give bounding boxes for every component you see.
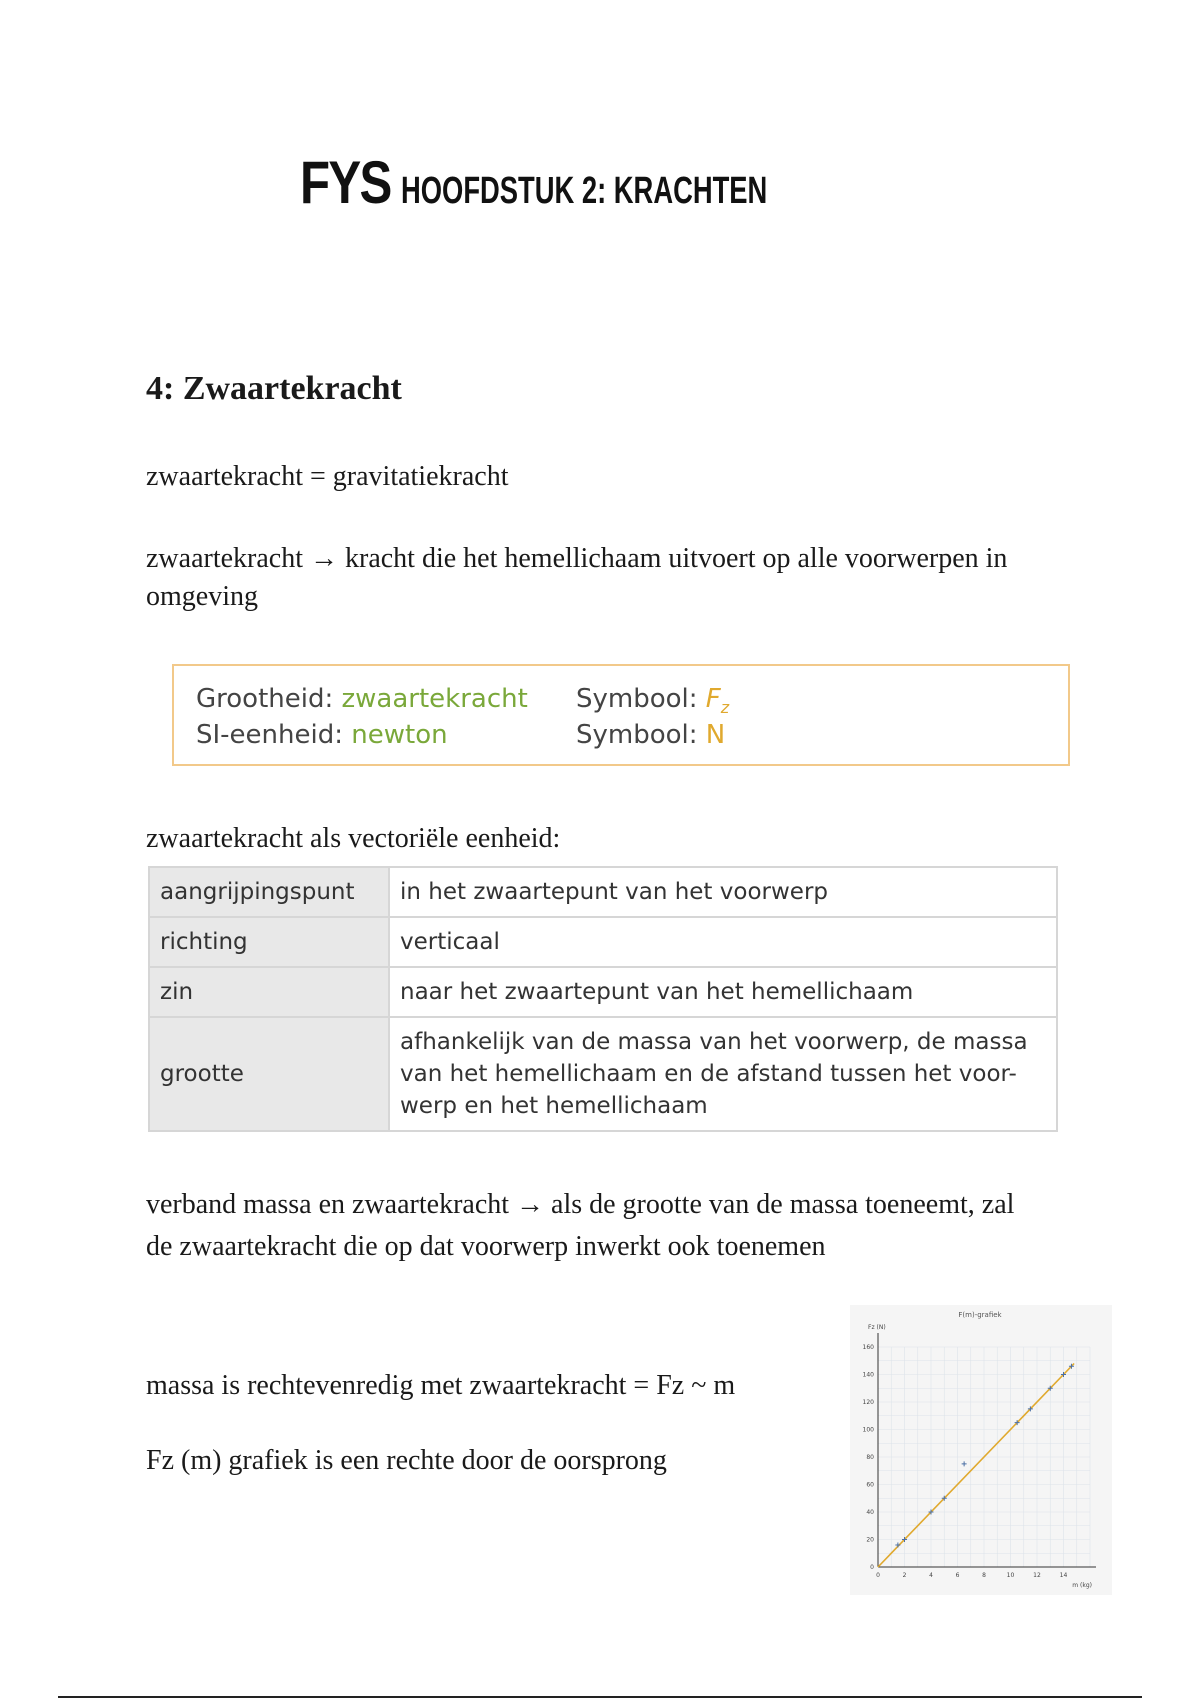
y-axis-label: Fz (N) <box>868 1324 886 1331</box>
y-tick-label: 20 <box>866 1536 874 1544</box>
table-cell-label: zin <box>149 967 389 1017</box>
vector-intro-paragraph: zwaartekracht als vectoriële eenheid: <box>146 823 561 854</box>
bottom-divider <box>58 1696 1142 1698</box>
x-tick-label: 6 <box>955 1572 960 1579</box>
definition-paragraph: zwaartekracht = gravitatiekracht <box>146 461 509 492</box>
eenheid-label: SI-eenheid: <box>196 720 343 750</box>
fit-line <box>878 1364 1074 1568</box>
grootheid-row <box>196 684 528 714</box>
data-point <box>962 1461 967 1466</box>
x-tick-label: 14 <box>1059 1572 1068 1579</box>
symbool-value-2: N <box>705 720 726 750</box>
x-tick-label: 0 <box>876 1572 880 1579</box>
y-tick-label: 100 <box>862 1426 874 1434</box>
description-paragraph: zwaartekracht → kracht die het hemellichaam uitvoert op alle voorwerpen in omgeving <box>146 543 1008 612</box>
relation-paragraph: verband massa en zwaartekracht → als de grootte van de massa toeneemt, zal de zwaartekracht die op dat voorwerp inwerkt ook toenemen <box>146 1189 1015 1262</box>
symbool-label-2: Symbool: <box>576 720 698 750</box>
symbol-row-1 <box>576 684 729 717</box>
proportionality-paragraph: massa is rechtevenredig met zwaartekracht = Fz ~ m <box>146 1370 736 1401</box>
x-axis-label: m (kg) <box>1072 1582 1092 1589</box>
eenheid-value: newton <box>351 720 448 750</box>
table-row <box>149 967 1057 1017</box>
page-title <box>0 148 1200 217</box>
symbol-row-2 <box>576 720 725 750</box>
y-tick-label: 160 <box>862 1344 874 1351</box>
x-tick-label: 8 <box>982 1572 986 1579</box>
x-tick-label: 2 <box>902 1572 907 1579</box>
symbool-value-1: $F_z$ <box>705 684 730 717</box>
table-cell-value: in het zwaartepunt van het voorwerp <box>389 867 1057 917</box>
y-tick-label: 40 <box>866 1509 874 1516</box>
chapter-label: HOOFDSTUK 2: KRACHTEN <box>401 170 768 212</box>
fz-m-graph <box>850 1305 1112 1595</box>
quantity-info-box <box>172 664 1070 766</box>
table-row <box>149 917 1057 967</box>
y-tick-label: 140 <box>862 1371 874 1379</box>
y-tick-label: 80 <box>866 1454 874 1461</box>
table-row <box>149 1017 1057 1131</box>
table-cell-label: richting <box>149 917 389 967</box>
vector-properties-table <box>148 866 1058 1132</box>
subject-label: FYS <box>299 149 391 216</box>
y-tick-label: 0 <box>870 1564 874 1571</box>
table-cell-value: afhankelijk van de massa van het voorwerp, de massa van het hemellichaam en de afstand tussen het voor-werp en het hemellichaam <box>389 1017 1057 1131</box>
y-tick-label: 120 <box>862 1399 874 1406</box>
table-cell-value: verticaal <box>389 917 1057 967</box>
graph-description-paragraph: Fz (m) grafiek is een rechte door de oorsprong <box>146 1445 667 1476</box>
x-tick-label: 4 <box>929 1572 933 1579</box>
data-point <box>895 1543 900 1548</box>
grootheid-label: Grootheid: <box>196 684 334 714</box>
table-cell-value: naar het zwaartepunt van het hemellichaam <box>389 967 1057 1017</box>
chart-title: F(m)-grafiek <box>958 1311 1002 1319</box>
table-cell-label: aangrijpingspunt <box>149 867 389 917</box>
table-cell-label: grootte <box>149 1017 389 1131</box>
section-heading: 4: Zwaartekracht <box>146 370 402 407</box>
y-tick-label: 60 <box>866 1481 874 1489</box>
table-row <box>149 867 1057 917</box>
eenheid-row <box>196 720 448 750</box>
grootheid-value: zwaartekracht <box>341 684 528 714</box>
x-tick-label: 12 <box>1033 1572 1041 1579</box>
symbool-label-1: Symbool: <box>576 684 698 714</box>
x-tick-label: 10 <box>1006 1572 1015 1579</box>
fz-m-chart <box>850 1305 1112 1595</box>
